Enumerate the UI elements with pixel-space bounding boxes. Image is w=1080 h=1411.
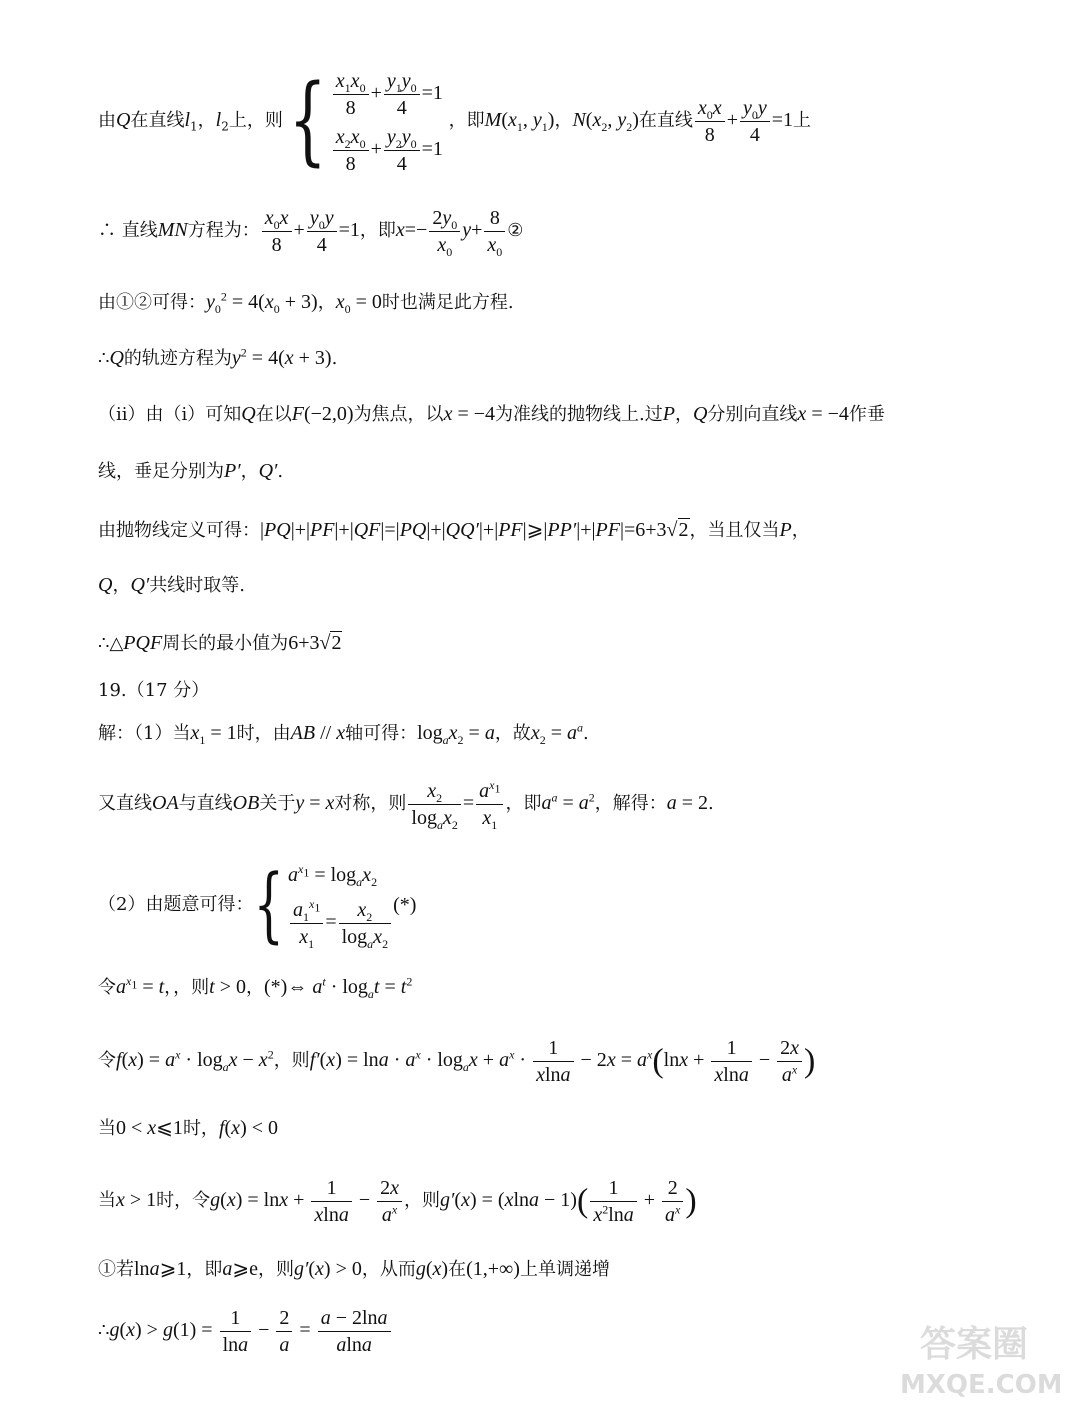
equation-system-1: $\frac{x_1x_0}{8}$ + $\frac{y_1y_0}{4}$ =1 $\frac{x_2x_0}{8}$ + $\frac{y_2y_0}{4}$ =1 xyxy=(331,65,443,177)
watermark-text-en: MXQE.COM xyxy=(900,1370,1060,1400)
equation-system-2: $a^{x_1} = \log_ax_2$ $\frac{a_1^{x_1}}{x_1}$ = $\frac{x_2}{\log_ax_2}$ xyxy=(288,858,393,952)
line-definition: 由抛物线定义可得：|PQ|+|PF|+|QF|=|PQ|+|QQ′|+|PF|⩾|PP′|+|PF|=6+3√2，当且仅当P， xyxy=(98,519,810,541)
problem-19-header: 19.（17 分） xyxy=(98,680,210,701)
line-substitution: 令$a^{x_1} = t$，，则t > 0，(*)⇔ $a^t \cdot \log_at = t^2$ xyxy=(98,974,413,1001)
line-subcase-1: ①若lna⩾1，即a⩾e，则g′(x) > 0，从而g(x)在(1,+∞)上单调递增 xyxy=(98,1258,610,1280)
line-part-1: 解：（1）当$x_1 = 1$时，由AB // x轴可得：$\log_ax_2 = a$，故$x_2 = a^a$. xyxy=(98,720,589,747)
line-trajectory: ∴Q的轨迹方程为$y^2 = 4(x + 3)$. xyxy=(98,345,338,369)
line-function-f: 令$f(x) = a^x \cdot \log_ax - x^2$，则$f'(x) = \ln a \cdot a^x \cdot \log_ax + a^x$ · $\frac{1}{xlna}$ − $2x = a^x(\ln x$ + $\frac{1}{xlna}$ − $\frac{2x}{a^x}$ ) xyxy=(98,1036,816,1086)
line-symmetry: 又直线OA与直线OB关于y = x对称，则 $\frac{x_2}{\log_ax_2}$ = $\frac{a^{x_1}}{x_1}$ ，即$a^a = a^2$，解得：a = 2. xyxy=(98,778,714,832)
watermark-logo xyxy=(880,1311,1060,1401)
watermark-text-cn: 答案圈 xyxy=(920,1324,1029,1365)
line-foot: 线，垂足分别为P′，Q′. xyxy=(98,460,284,482)
line-derive: 由①②可得：$y_0^2 = 4(x_0 + 3)$，$x_0 = 0$时也满足此方程. xyxy=(98,289,514,316)
line-case-gt1: 当x > 1时，令g(x) = lnx + $\frac{1}{xlna}$ − $\frac{2x}{a^x}$ ，则g′(x) = (xlna − 1)( $\frac{1}{x^2\ln a}$ + $\frac{2}{a^x}$ ) xyxy=(98,1176,697,1226)
line-part-ii: （ii）由（i）可知Q在以F(−2,0)为焦点，以x = −4为准线的抛物线上.过P，Q分别向直线x = −4作垂 xyxy=(98,403,885,425)
line-collinear: Q，Q′共线时取等. xyxy=(98,574,246,596)
line-q-on-lines: 由Q在直线$l_1$，$l_2$上，则 { $\frac{x_1x_0}{8}$ + $\frac{y_1y_0}{4}$ =1 $\frac{x_2x_0}{8}$ + $\frac{y_2y_0}{4}$ =1 ，即$M(x_1$, $y_1$)，$N(x_2$, $y_2$)在直线 $\frac{x_0x}{8}$ + $\frac{y_0y}{4}$ =1上 xyxy=(98,65,812,177)
brace-system: { xyxy=(288,65,327,177)
line-min-perimeter: ∴△PQF周长的最小值为6+3√2 xyxy=(98,632,342,654)
line-case-lt1: 当0 < x⩽1时，f(x) < 0 xyxy=(98,1117,279,1139)
line-g-bound: ∴g(x) > g(1) = $\frac{1}{\ln a}$ − $\frac{2}{a}$ = $\frac{a - 2\ln a}{alna}$ xyxy=(98,1300,1020,1361)
line-mn-equation: ∴ 直线MN方程为： $\frac{x_0x}{8}$ + $\frac{y_0y}{4}$ =1，即x=− $\frac{2y_0}{x_0}$ y+ $\frac{8}{x_0}$ ② xyxy=(98,206,524,259)
line-part-2: （2）由题意可得：{ $a^{x_1} = \log_ax_2$ $\frac{a_1^{x_1}}{x_1}$ = $\frac{x_2}{\log_ax_2}$ (*) xyxy=(98,857,417,953)
